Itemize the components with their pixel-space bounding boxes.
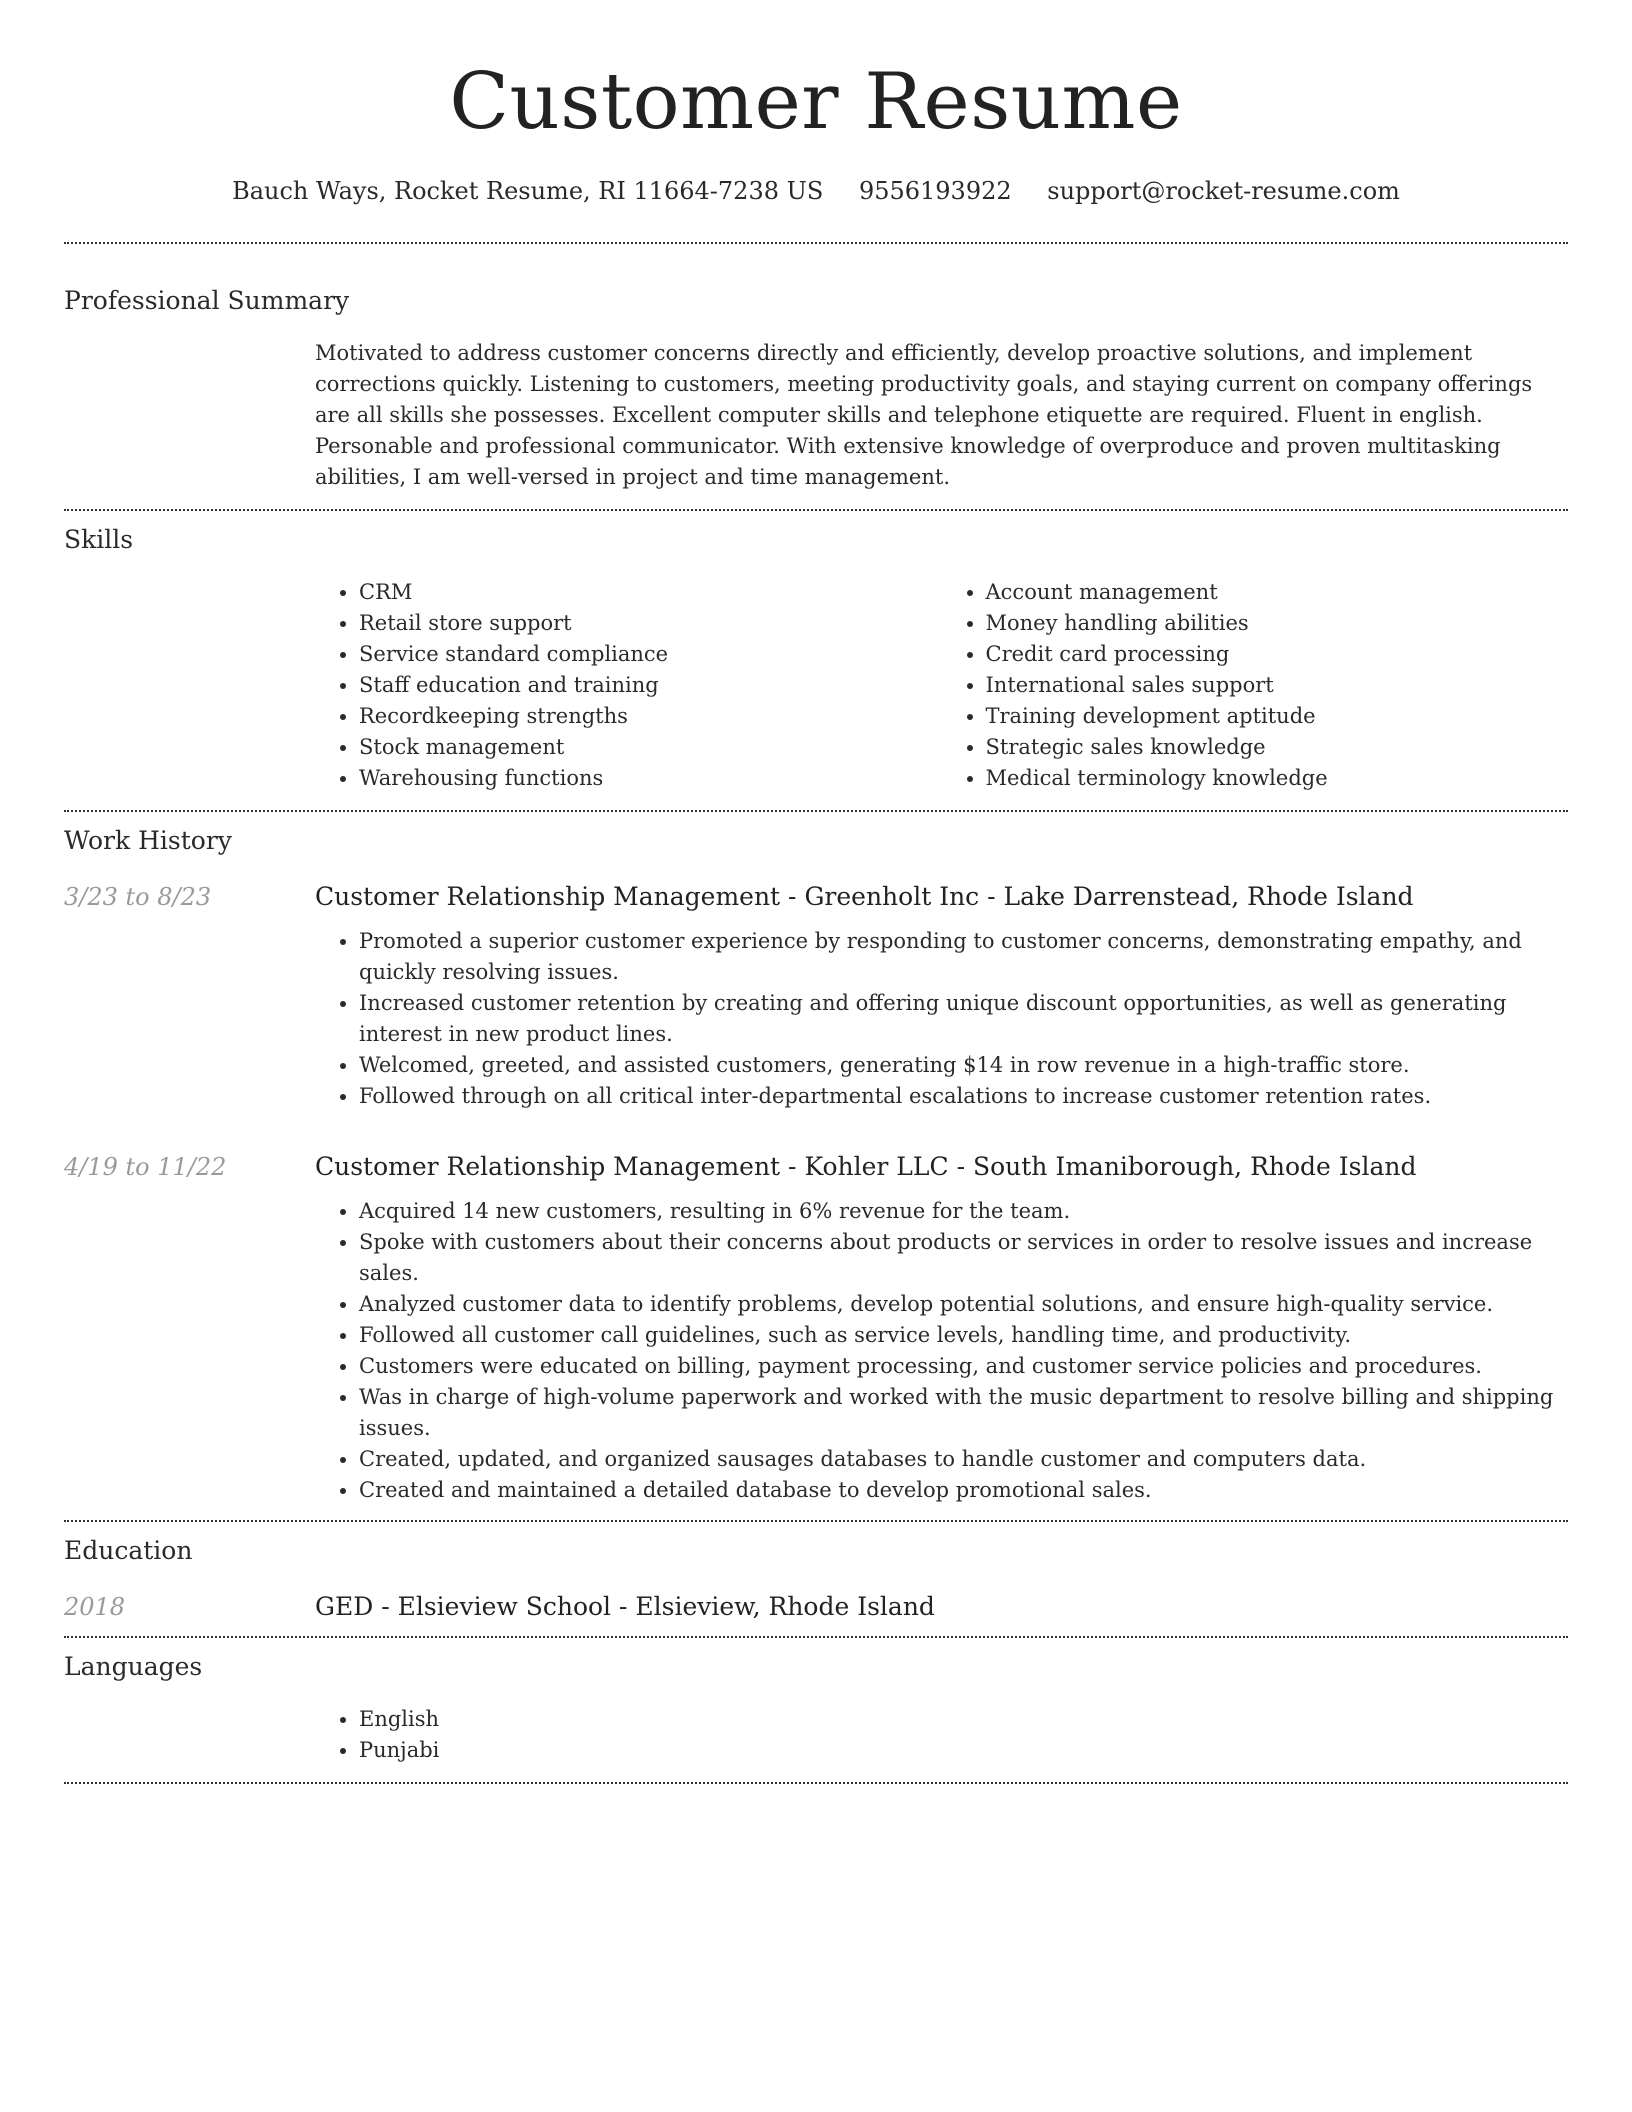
resume-name: Customer Resume xyxy=(449,57,1183,147)
education-entry: GED - Elsieview School - Elsieview, Rhode Island xyxy=(315,1592,935,1621)
education-section xyxy=(64,1522,1568,1636)
job-dates: 3/23 to 8/23 xyxy=(64,883,212,911)
list-item: • Analyzed customer data to identify problems, develop potential solutions, and ensure high-quality service. xyxy=(359,1289,1568,1320)
list-item: • Welcomed, greeted, and assisted customers, generating $14 in row revenue in a high-traffic store. xyxy=(359,1050,1568,1081)
job-bullets xyxy=(315,1196,1568,1506)
skills-section xyxy=(64,511,1568,810)
list-item: • Created and maintained a detailed database to develop promotional sales. xyxy=(359,1475,1568,1506)
list-item: • CRM xyxy=(359,577,942,608)
work-title: Work History xyxy=(64,826,232,855)
list-item: • Created, updated, and organized sausages databases to handle customer and computers data. xyxy=(359,1444,1568,1475)
list-item: • Followed through on all critical inter-departmental escalations to increase customer retention rates. xyxy=(359,1081,1568,1112)
job-dates: 4/19 to 11/22 xyxy=(64,1153,227,1181)
list-item: • English xyxy=(359,1704,1568,1735)
list-item: • Staff education and training xyxy=(359,670,942,701)
list-item: • Credit card processing xyxy=(986,639,1569,670)
languages-list xyxy=(315,1704,1568,1766)
job-heading: Customer Relationship Management - Greenholt Inc - Lake Darrenstead, Rhode Island xyxy=(315,882,1414,911)
list-item: • Warehousing functions xyxy=(359,763,942,794)
list-item: • Acquired 14 new customers, resulting in 6% revenue for the team. xyxy=(359,1196,1568,1227)
list-item: • Stock management xyxy=(359,732,942,763)
education-title: Education xyxy=(64,1536,193,1565)
list-item: • Promoted a superior customer experience by responding to customer concerns, demonstrating empathy, and quickly resolving issues. xyxy=(359,926,1568,988)
job-bullets xyxy=(315,926,1568,1112)
job-heading: Customer Relationship Management - Kohler LLC - South Imaniborough, Rhode Island xyxy=(315,1152,1417,1181)
list-item: • Punjabi xyxy=(359,1735,1568,1766)
list-item: • Increased customer retention by creating and offering unique discount opportunities, as well as generating interest in new product lines. xyxy=(359,988,1568,1050)
contact-address: Bauch Ways, Rocket Resume, RI 11664-7238 US xyxy=(232,177,824,205)
list-item: • Account management xyxy=(986,577,1569,608)
work-section xyxy=(64,812,1568,1520)
list-item: • Recordkeeping strengths xyxy=(359,701,942,732)
list-item: • Retail store support xyxy=(359,608,942,639)
languages-section xyxy=(64,1638,1568,1782)
education-year: 2018 xyxy=(64,1593,126,1621)
contact-phone: 9556193922 xyxy=(858,177,1012,205)
list-item: • Followed all customer call guidelines, such as service levels, handling time, and productivity. xyxy=(359,1320,1568,1351)
job-entry xyxy=(64,880,1568,1112)
skills-list-right xyxy=(942,577,1569,794)
skills-list-left xyxy=(315,577,942,794)
summary-section xyxy=(64,244,1568,509)
job-entry xyxy=(64,1150,1568,1506)
contact-email: support@rocket-resume.com xyxy=(1047,177,1400,205)
summary-title: Professional Summary xyxy=(64,286,350,315)
contact-line xyxy=(64,174,1568,208)
languages-title: Languages xyxy=(64,1652,203,1681)
summary-text: Motivated to address customer concerns directly and efficiently, develop proactive solutions, and implement corrections quickly. Listening to customers, meeting productivity goals, and staying current on company offerings are all skills she possesses. Excellent computer skills and telephone etiquette are required. Fluent in english. Personable and professional communicator. With extensive knowledge of overproduce and proven multitasking abilities, I am well-versed in project and time management. xyxy=(315,341,1533,489)
list-item: • International sales support xyxy=(986,670,1569,701)
list-item: • Customers were educated on billing, payment processing, and customer service policies and procedures. xyxy=(359,1351,1568,1382)
list-item: • Training development aptitude xyxy=(986,701,1569,732)
list-item: • Spoke with customers about their concerns about products or services in order to resolve issues and increase sales. xyxy=(359,1227,1568,1289)
section-divider xyxy=(64,1782,1568,1784)
list-item: • Medical terminology knowledge xyxy=(986,763,1569,794)
list-item: • Was in charge of high-volume paperwork and worked with the music department to resolve billing and shipping issues. xyxy=(359,1382,1568,1444)
list-item: • Strategic sales knowledge xyxy=(986,732,1569,763)
list-item: • Service standard compliance xyxy=(359,639,942,670)
list-item: • Money handling abilities xyxy=(986,608,1569,639)
skills-title: Skills xyxy=(64,525,134,554)
